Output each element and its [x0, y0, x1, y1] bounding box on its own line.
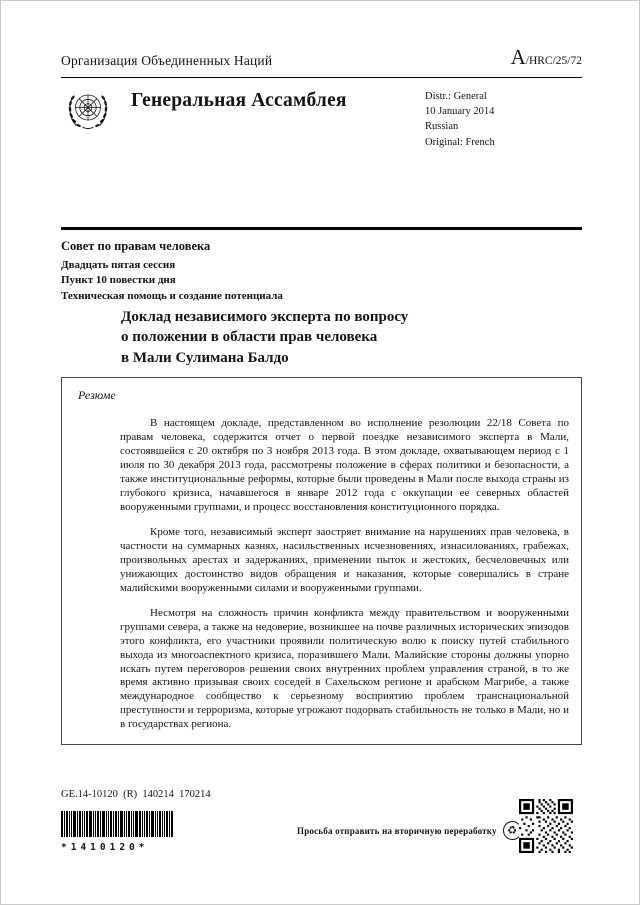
distr-line: Distr.: General	[425, 91, 487, 102]
date-line: 10 January 2014	[425, 106, 495, 118]
section-block	[61, 239, 283, 304]
report-title	[121, 307, 408, 368]
original-line: Original: French	[425, 136, 495, 148]
summary-body	[120, 417, 569, 732]
barcode-icon	[61, 811, 173, 837]
report-title-line: в Мали Сулимана Балдо	[121, 349, 289, 366]
distribution-block	[425, 89, 495, 150]
summary-paragraph: Кроме того, независимый эксперт заостряет внимание на нарушениях прав человека, в частности на суммарных казнях, насильственных исчезновениях, изнасилованиях, грабежах, произвольных арестах и задержаниях, применении пыток и жестоких, бесчеловечных или унижающих достоинство видов обращения и наказания, которые совершались в стране малийскими вооруженными силами и вооруженными группами.	[120, 525, 569, 594]
organization-name: Организация Объединенных Наций	[61, 53, 273, 68]
horizontal-rule	[61, 227, 582, 230]
barcode-label: *1410120*	[61, 842, 149, 853]
masthead	[61, 87, 582, 227]
summary-heading: Резюме	[78, 388, 116, 402]
document-symbol-rest: /HRC/25/72	[525, 55, 582, 67]
recycle-icon: ♻	[503, 821, 522, 840]
council-name: Совет по правам человека	[61, 239, 211, 253]
un-emblem-icon	[63, 87, 113, 139]
summary-box	[61, 377, 582, 745]
document-symbol	[511, 47, 582, 69]
summary-paragraph: Несмотря на сложность причин конфликта между правительством и вооруженными группами севера, а также на недоверие, возникшее на почве различных исторических эпизодов этого конфликта, его участники проявили политическую волю к поиску путей стабильного выхода из многоаспектного кризиса, поразившего Мали. Малийские стороны должны упорно искать путем переговоров решения своих внутренних проблем управления страной, в то же время активно призывая своих соседей в Сахельском регионе и арабском Магрибе, а также международное сообщество к серьезному восприятию проблем транснациональной преступности и терроризма, которые угрожают подорвать стабильность не только в Мали, но и в государствах региона.	[120, 606, 569, 731]
assembly-title: Генеральная Ассамблея	[131, 90, 347, 111]
agenda-topic-line: Техническая помощь и создание потенциала	[61, 289, 283, 302]
agenda-item-line: Пункт 10 повестки дня	[61, 274, 176, 287]
recycle-notice	[297, 821, 522, 840]
document-symbol-letter: A	[510, 45, 526, 69]
report-title-line: о положении в области прав человека	[121, 329, 378, 346]
report-title-line: Доклад независимого эксперта по вопросу	[121, 309, 409, 325]
summary-paragraph: В настоящем докладе, представленном во исполнение резолюции 22/18 Совета по правам человека, содержится отчет о первой поездке независимого эксперта в Мали, состоявшейся с 20 октября по 3 ноября 2013 года. В этом докладе, охватывающем период с 1 июля по 30 декабря 2013 года, рассмотрены положение в сферах политики и безопасности, а также институциональные реформы, которые были проведены в Мали после выхода страны из глубокого кризиса, начавшегося в январе 2012 года с оккупации ее северных областей вооруженными группами, и процесс восстановления конституционного порядка.	[120, 417, 569, 513]
recycle-text: Просьба отправить на вторичную переработку	[297, 825, 497, 836]
document-header	[61, 47, 582, 78]
session-line: Двадцать пятая сессия	[61, 259, 176, 271]
language-line: Russian	[425, 121, 459, 133]
document-code: GE.14-10120 (R) 140214 170214	[61, 789, 211, 800]
qr-code-icon	[519, 799, 573, 853]
